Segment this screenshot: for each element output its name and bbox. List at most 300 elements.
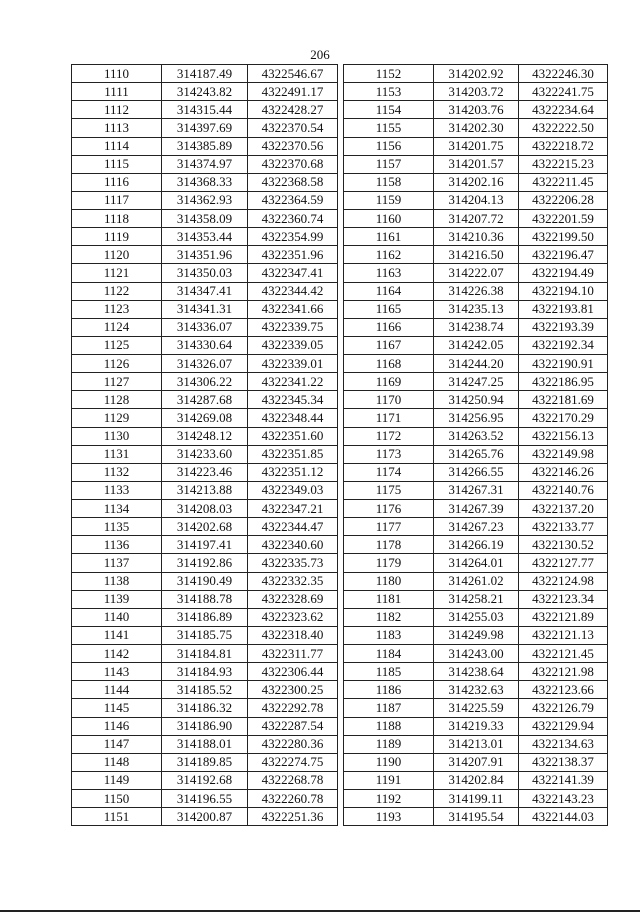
- table-row: [344, 663, 608, 681]
- table-row: [72, 590, 338, 608]
- y-coordinate-cell: 4322199.50: [519, 228, 608, 246]
- point-id-cell: 1122: [72, 282, 162, 300]
- point-id-cell: 1171: [344, 409, 434, 427]
- y-coordinate-cell: 4322347.41: [248, 264, 338, 282]
- x-coordinate-cell: 314202.16: [434, 173, 519, 191]
- point-id-cell: 1125: [72, 336, 162, 354]
- point-id-cell: 1139: [72, 590, 162, 608]
- y-coordinate-cell: 4322349.03: [248, 481, 338, 499]
- table-row: [344, 681, 608, 699]
- y-coordinate-cell: 4322246.30: [519, 65, 608, 83]
- y-coordinate-cell: 4322124.98: [519, 572, 608, 590]
- point-id-cell: 1172: [344, 427, 434, 445]
- x-coordinate-cell: 314188.01: [162, 735, 248, 753]
- table-row: [344, 699, 608, 717]
- y-coordinate-cell: 4322123.34: [519, 590, 608, 608]
- point-id-cell: 1185: [344, 663, 434, 681]
- y-coordinate-cell: 4322193.81: [519, 300, 608, 318]
- table-row: [72, 536, 338, 554]
- point-id-cell: 1174: [344, 463, 434, 481]
- table-row: [344, 155, 608, 173]
- table-row: [344, 572, 608, 590]
- point-id-cell: 1184: [344, 645, 434, 663]
- y-coordinate-cell: 4322370.56: [248, 137, 338, 155]
- table-row: [72, 518, 338, 536]
- x-coordinate-cell: 314216.50: [434, 246, 519, 264]
- x-coordinate-cell: 314199.11: [434, 790, 519, 808]
- point-id-cell: 1188: [344, 717, 434, 735]
- table-row: [344, 373, 608, 391]
- point-id-cell: 1170: [344, 391, 434, 409]
- point-id-cell: 1149: [72, 771, 162, 789]
- x-coordinate-cell: 314362.93: [162, 191, 248, 209]
- y-coordinate-cell: 4322127.77: [519, 554, 608, 572]
- point-id-cell: 1162: [344, 246, 434, 264]
- y-coordinate-cell: 4322121.45: [519, 645, 608, 663]
- y-coordinate-cell: 4322192.34: [519, 336, 608, 354]
- point-id-cell: 1126: [72, 355, 162, 373]
- table-row: [72, 645, 338, 663]
- y-coordinate-cell: 4322339.01: [248, 355, 338, 373]
- y-coordinate-cell: 4322251.36: [248, 808, 338, 826]
- y-coordinate-cell: 4322218.72: [519, 137, 608, 155]
- point-id-cell: 1133: [72, 481, 162, 499]
- x-coordinate-cell: 314261.02: [434, 572, 519, 590]
- table-row: [72, 608, 338, 626]
- table-row: [344, 282, 608, 300]
- point-id-cell: 1142: [72, 645, 162, 663]
- table-row: [344, 536, 608, 554]
- point-id-cell: 1121: [72, 264, 162, 282]
- point-id-cell: 1114: [72, 137, 162, 155]
- table-row: [344, 427, 608, 445]
- x-coordinate-cell: 314203.72: [434, 83, 519, 101]
- point-id-cell: 1189: [344, 735, 434, 753]
- x-coordinate-cell: 314188.78: [162, 590, 248, 608]
- y-coordinate-cell: 4322130.52: [519, 536, 608, 554]
- table-row: [72, 101, 338, 119]
- x-coordinate-cell: 314233.60: [162, 445, 248, 463]
- x-coordinate-cell: 314202.84: [434, 771, 519, 789]
- y-coordinate-cell: 4322370.68: [248, 155, 338, 173]
- x-coordinate-cell: 314184.81: [162, 645, 248, 663]
- y-coordinate-cell: 4322121.89: [519, 608, 608, 626]
- y-coordinate-cell: 4322196.47: [519, 246, 608, 264]
- x-coordinate-cell: 314201.57: [434, 155, 519, 173]
- y-coordinate-cell: 4322348.44: [248, 409, 338, 427]
- table-row: [344, 717, 608, 735]
- point-id-cell: 1180: [344, 572, 434, 590]
- point-id-cell: 1167: [344, 336, 434, 354]
- table-row: [72, 228, 338, 246]
- table-row: [344, 119, 608, 137]
- y-coordinate-cell: 4322332.35: [248, 572, 338, 590]
- y-coordinate-cell: 4322347.21: [248, 500, 338, 518]
- table-row: [72, 282, 338, 300]
- y-coordinate-cell: 4322143.23: [519, 790, 608, 808]
- table-row: [344, 808, 608, 826]
- point-id-cell: 1159: [344, 191, 434, 209]
- table-row: [72, 481, 338, 499]
- point-id-cell: 1113: [72, 119, 162, 137]
- x-coordinate-cell: 314225.59: [434, 699, 519, 717]
- x-coordinate-cell: 314201.75: [434, 137, 519, 155]
- x-coordinate-cell: 314267.23: [434, 518, 519, 536]
- x-coordinate-cell: 314255.03: [434, 608, 519, 626]
- x-coordinate-cell: 314341.31: [162, 300, 248, 318]
- y-coordinate-cell: 4322121.98: [519, 663, 608, 681]
- point-id-cell: 1181: [344, 590, 434, 608]
- point-id-cell: 1156: [344, 137, 434, 155]
- x-coordinate-cell: 314226.38: [434, 282, 519, 300]
- y-coordinate-cell: 4322339.05: [248, 336, 338, 354]
- y-coordinate-cell: 4322268.78: [248, 771, 338, 789]
- x-coordinate-cell: 314235.13: [434, 300, 519, 318]
- y-coordinate-cell: 4322370.54: [248, 119, 338, 137]
- point-id-cell: 1161: [344, 228, 434, 246]
- coordinate-table-left-body: [72, 65, 338, 826]
- point-id-cell: 1173: [344, 445, 434, 463]
- point-id-cell: 1136: [72, 536, 162, 554]
- table-row: [344, 608, 608, 626]
- table-row: [72, 663, 338, 681]
- y-coordinate-cell: 4322323.62: [248, 608, 338, 626]
- x-coordinate-cell: 314207.72: [434, 210, 519, 228]
- x-coordinate-cell: 314385.89: [162, 137, 248, 155]
- y-coordinate-cell: 4322133.77: [519, 518, 608, 536]
- point-id-cell: 1151: [72, 808, 162, 826]
- y-coordinate-cell: 4322360.74: [248, 210, 338, 228]
- table-row: [72, 65, 338, 83]
- x-coordinate-cell: 314186.32: [162, 699, 248, 717]
- table-row: [72, 119, 338, 137]
- x-coordinate-cell: 314347.41: [162, 282, 248, 300]
- table-row: [344, 318, 608, 336]
- y-coordinate-cell: 4322318.40: [248, 626, 338, 644]
- point-id-cell: 1153: [344, 83, 434, 101]
- table-row: [72, 790, 338, 808]
- y-coordinate-cell: 4322190.91: [519, 355, 608, 373]
- table-row: [72, 771, 338, 789]
- point-id-cell: 1144: [72, 681, 162, 699]
- y-coordinate-cell: 4322121.13: [519, 626, 608, 644]
- table-row: [344, 790, 608, 808]
- table-row: [344, 228, 608, 246]
- point-id-cell: 1143: [72, 663, 162, 681]
- point-id-cell: 1152: [344, 65, 434, 83]
- point-id-cell: 1130: [72, 427, 162, 445]
- point-id-cell: 1186: [344, 681, 434, 699]
- point-id-cell: 1112: [72, 101, 162, 119]
- page-number: 206: [310, 47, 330, 62]
- table-row: [344, 481, 608, 499]
- x-coordinate-cell: 314208.03: [162, 500, 248, 518]
- point-id-cell: 1175: [344, 481, 434, 499]
- x-coordinate-cell: 314202.92: [434, 65, 519, 83]
- point-id-cell: 1118: [72, 210, 162, 228]
- table-row: [344, 191, 608, 209]
- table-row: [72, 445, 338, 463]
- point-id-cell: 1119: [72, 228, 162, 246]
- x-coordinate-cell: 314223.46: [162, 463, 248, 481]
- point-id-cell: 1129: [72, 409, 162, 427]
- table-row: [72, 626, 338, 644]
- table-row: [344, 83, 608, 101]
- coordinate-table-left: [71, 64, 338, 826]
- x-coordinate-cell: 314210.36: [434, 228, 519, 246]
- y-coordinate-cell: 4322129.94: [519, 717, 608, 735]
- table-row: [344, 500, 608, 518]
- table-row: [344, 264, 608, 282]
- coordinate-table-right: [343, 64, 608, 826]
- table-row: [344, 753, 608, 771]
- table-row: [344, 409, 608, 427]
- x-coordinate-cell: 314213.88: [162, 481, 248, 499]
- point-id-cell: 1110: [72, 65, 162, 83]
- table-row: [72, 681, 338, 699]
- x-coordinate-cell: 314207.91: [434, 753, 519, 771]
- y-coordinate-cell: 4322201.59: [519, 210, 608, 228]
- coordinate-table-right-body: [344, 65, 608, 826]
- y-coordinate-cell: 4322194.49: [519, 264, 608, 282]
- point-id-cell: 1111: [72, 83, 162, 101]
- x-coordinate-cell: 314265.76: [434, 445, 519, 463]
- y-coordinate-cell: 4322181.69: [519, 391, 608, 409]
- x-coordinate-cell: 314326.07: [162, 355, 248, 373]
- x-coordinate-cell: 314330.64: [162, 336, 248, 354]
- table-row: [72, 500, 338, 518]
- table-row: [72, 318, 338, 336]
- point-id-cell: 1115: [72, 155, 162, 173]
- x-coordinate-cell: 314203.76: [434, 101, 519, 119]
- x-coordinate-cell: 314336.07: [162, 318, 248, 336]
- table-row: [72, 264, 338, 282]
- table-row: [72, 409, 338, 427]
- x-coordinate-cell: 314264.01: [434, 554, 519, 572]
- point-id-cell: 1141: [72, 626, 162, 644]
- point-id-cell: 1193: [344, 808, 434, 826]
- table-row: [72, 753, 338, 771]
- table-row: [72, 391, 338, 409]
- y-coordinate-cell: 4322123.66: [519, 681, 608, 699]
- table-row: [344, 65, 608, 83]
- y-coordinate-cell: 4322126.79: [519, 699, 608, 717]
- y-coordinate-cell: 4322211.45: [519, 173, 608, 191]
- point-id-cell: 1178: [344, 536, 434, 554]
- bottom-rule: [0, 910, 640, 912]
- y-coordinate-cell: 4322546.67: [248, 65, 338, 83]
- table-row: [344, 645, 608, 663]
- x-coordinate-cell: 314202.68: [162, 518, 248, 536]
- x-coordinate-cell: 314256.95: [434, 409, 519, 427]
- point-id-cell: 1163: [344, 264, 434, 282]
- x-coordinate-cell: 314249.98: [434, 626, 519, 644]
- point-id-cell: 1124: [72, 318, 162, 336]
- table-row: [72, 735, 338, 753]
- y-coordinate-cell: 4322344.42: [248, 282, 338, 300]
- point-id-cell: 1147: [72, 735, 162, 753]
- y-coordinate-cell: 4322292.78: [248, 699, 338, 717]
- x-coordinate-cell: 314204.13: [434, 191, 519, 209]
- x-coordinate-cell: 314374.97: [162, 155, 248, 173]
- table-row: [344, 300, 608, 318]
- y-coordinate-cell: 4322138.37: [519, 753, 608, 771]
- y-coordinate-cell: 4322194.10: [519, 282, 608, 300]
- y-coordinate-cell: 4322241.75: [519, 83, 608, 101]
- point-id-cell: 1123: [72, 300, 162, 318]
- point-id-cell: 1190: [344, 753, 434, 771]
- x-coordinate-cell: 314351.96: [162, 246, 248, 264]
- table-row: [344, 771, 608, 789]
- y-coordinate-cell: 4322134.63: [519, 735, 608, 753]
- x-coordinate-cell: 314258.21: [434, 590, 519, 608]
- table-row: [344, 101, 608, 119]
- point-id-cell: 1132: [72, 463, 162, 481]
- y-coordinate-cell: 4322341.22: [248, 373, 338, 391]
- point-id-cell: 1116: [72, 173, 162, 191]
- point-id-cell: 1120: [72, 246, 162, 264]
- y-coordinate-cell: 4322339.75: [248, 318, 338, 336]
- x-coordinate-cell: 314350.03: [162, 264, 248, 282]
- y-coordinate-cell: 4322260.78: [248, 790, 338, 808]
- y-coordinate-cell: 4322144.03: [519, 808, 608, 826]
- y-coordinate-cell: 4322300.25: [248, 681, 338, 699]
- point-id-cell: 1128: [72, 391, 162, 409]
- x-coordinate-cell: 314185.52: [162, 681, 248, 699]
- x-coordinate-cell: 314187.49: [162, 65, 248, 83]
- x-coordinate-cell: 314200.87: [162, 808, 248, 826]
- y-coordinate-cell: 4322215.23: [519, 155, 608, 173]
- y-coordinate-cell: 4322146.26: [519, 463, 608, 481]
- y-coordinate-cell: 4322311.77: [248, 645, 338, 663]
- y-coordinate-cell: 4322140.76: [519, 481, 608, 499]
- x-coordinate-cell: 314266.19: [434, 536, 519, 554]
- y-coordinate-cell: 4322280.36: [248, 735, 338, 753]
- table-row: [72, 246, 338, 264]
- table-row: [72, 83, 338, 101]
- x-coordinate-cell: 314189.85: [162, 753, 248, 771]
- y-coordinate-cell: 4322149.98: [519, 445, 608, 463]
- y-coordinate-cell: 4322340.60: [248, 536, 338, 554]
- table-row: [72, 373, 338, 391]
- table-row: [344, 590, 608, 608]
- point-id-cell: 1176: [344, 500, 434, 518]
- x-coordinate-cell: 314287.68: [162, 391, 248, 409]
- table-row: [344, 173, 608, 191]
- y-coordinate-cell: 4322306.44: [248, 663, 338, 681]
- table-row: [344, 626, 608, 644]
- table-row: [72, 463, 338, 481]
- table-row: [72, 355, 338, 373]
- table-row: [344, 445, 608, 463]
- table-row: [72, 191, 338, 209]
- x-coordinate-cell: 314232.63: [434, 681, 519, 699]
- y-coordinate-cell: 4322341.66: [248, 300, 338, 318]
- x-coordinate-cell: 314186.89: [162, 608, 248, 626]
- point-id-cell: 1179: [344, 554, 434, 572]
- x-coordinate-cell: 314190.49: [162, 572, 248, 590]
- y-coordinate-cell: 4322156.13: [519, 427, 608, 445]
- x-coordinate-cell: 314192.68: [162, 771, 248, 789]
- point-id-cell: 1191: [344, 771, 434, 789]
- x-coordinate-cell: 314263.52: [434, 427, 519, 445]
- point-id-cell: 1135: [72, 518, 162, 536]
- x-coordinate-cell: 314192.86: [162, 554, 248, 572]
- point-id-cell: 1127: [72, 373, 162, 391]
- y-coordinate-cell: 4322345.34: [248, 391, 338, 409]
- x-coordinate-cell: 314213.01: [434, 735, 519, 753]
- x-coordinate-cell: 314184.93: [162, 663, 248, 681]
- point-id-cell: 1169: [344, 373, 434, 391]
- y-coordinate-cell: 4322186.95: [519, 373, 608, 391]
- point-id-cell: 1140: [72, 608, 162, 626]
- y-coordinate-cell: 4322351.96: [248, 246, 338, 264]
- table-row: [72, 427, 338, 445]
- x-coordinate-cell: 314397.69: [162, 119, 248, 137]
- table-row: [72, 155, 338, 173]
- point-id-cell: 1117: [72, 191, 162, 209]
- point-id-cell: 1192: [344, 790, 434, 808]
- x-coordinate-cell: 314242.05: [434, 336, 519, 354]
- y-coordinate-cell: 4322328.69: [248, 590, 338, 608]
- x-coordinate-cell: 314368.33: [162, 173, 248, 191]
- point-id-cell: 1134: [72, 500, 162, 518]
- table-row: [344, 463, 608, 481]
- table-row: [344, 518, 608, 536]
- x-coordinate-cell: 314267.39: [434, 500, 519, 518]
- point-id-cell: 1158: [344, 173, 434, 191]
- x-coordinate-cell: 314247.25: [434, 373, 519, 391]
- y-coordinate-cell: 4322491.17: [248, 83, 338, 101]
- x-coordinate-cell: 314195.54: [434, 808, 519, 826]
- point-id-cell: 1146: [72, 717, 162, 735]
- point-id-cell: 1148: [72, 753, 162, 771]
- point-id-cell: 1187: [344, 699, 434, 717]
- table-row: [72, 572, 338, 590]
- point-id-cell: 1131: [72, 445, 162, 463]
- x-coordinate-cell: 314358.09: [162, 210, 248, 228]
- y-coordinate-cell: 4322193.39: [519, 318, 608, 336]
- y-coordinate-cell: 4322344.47: [248, 518, 338, 536]
- x-coordinate-cell: 314266.55: [434, 463, 519, 481]
- point-id-cell: 1157: [344, 155, 434, 173]
- point-id-cell: 1145: [72, 699, 162, 717]
- point-id-cell: 1137: [72, 554, 162, 572]
- table-row: [72, 173, 338, 191]
- point-id-cell: 1182: [344, 608, 434, 626]
- x-coordinate-cell: 314219.33: [434, 717, 519, 735]
- y-coordinate-cell: 4322354.99: [248, 228, 338, 246]
- x-coordinate-cell: 314202.30: [434, 119, 519, 137]
- x-coordinate-cell: 314269.08: [162, 409, 248, 427]
- x-coordinate-cell: 314196.55: [162, 790, 248, 808]
- x-coordinate-cell: 314238.74: [434, 318, 519, 336]
- y-coordinate-cell: 4322137.20: [519, 500, 608, 518]
- x-coordinate-cell: 314306.22: [162, 373, 248, 391]
- x-coordinate-cell: 314222.07: [434, 264, 519, 282]
- y-coordinate-cell: 4322170.29: [519, 409, 608, 427]
- y-coordinate-cell: 4322206.28: [519, 191, 608, 209]
- x-coordinate-cell: 314243.82: [162, 83, 248, 101]
- x-coordinate-cell: 314267.31: [434, 481, 519, 499]
- x-coordinate-cell: 314315.44: [162, 101, 248, 119]
- y-coordinate-cell: 4322351.12: [248, 463, 338, 481]
- table-row: [72, 808, 338, 826]
- y-coordinate-cell: 4322335.73: [248, 554, 338, 572]
- point-id-cell: 1164: [344, 282, 434, 300]
- x-coordinate-cell: 314244.20: [434, 355, 519, 373]
- y-coordinate-cell: 4322141.39: [519, 771, 608, 789]
